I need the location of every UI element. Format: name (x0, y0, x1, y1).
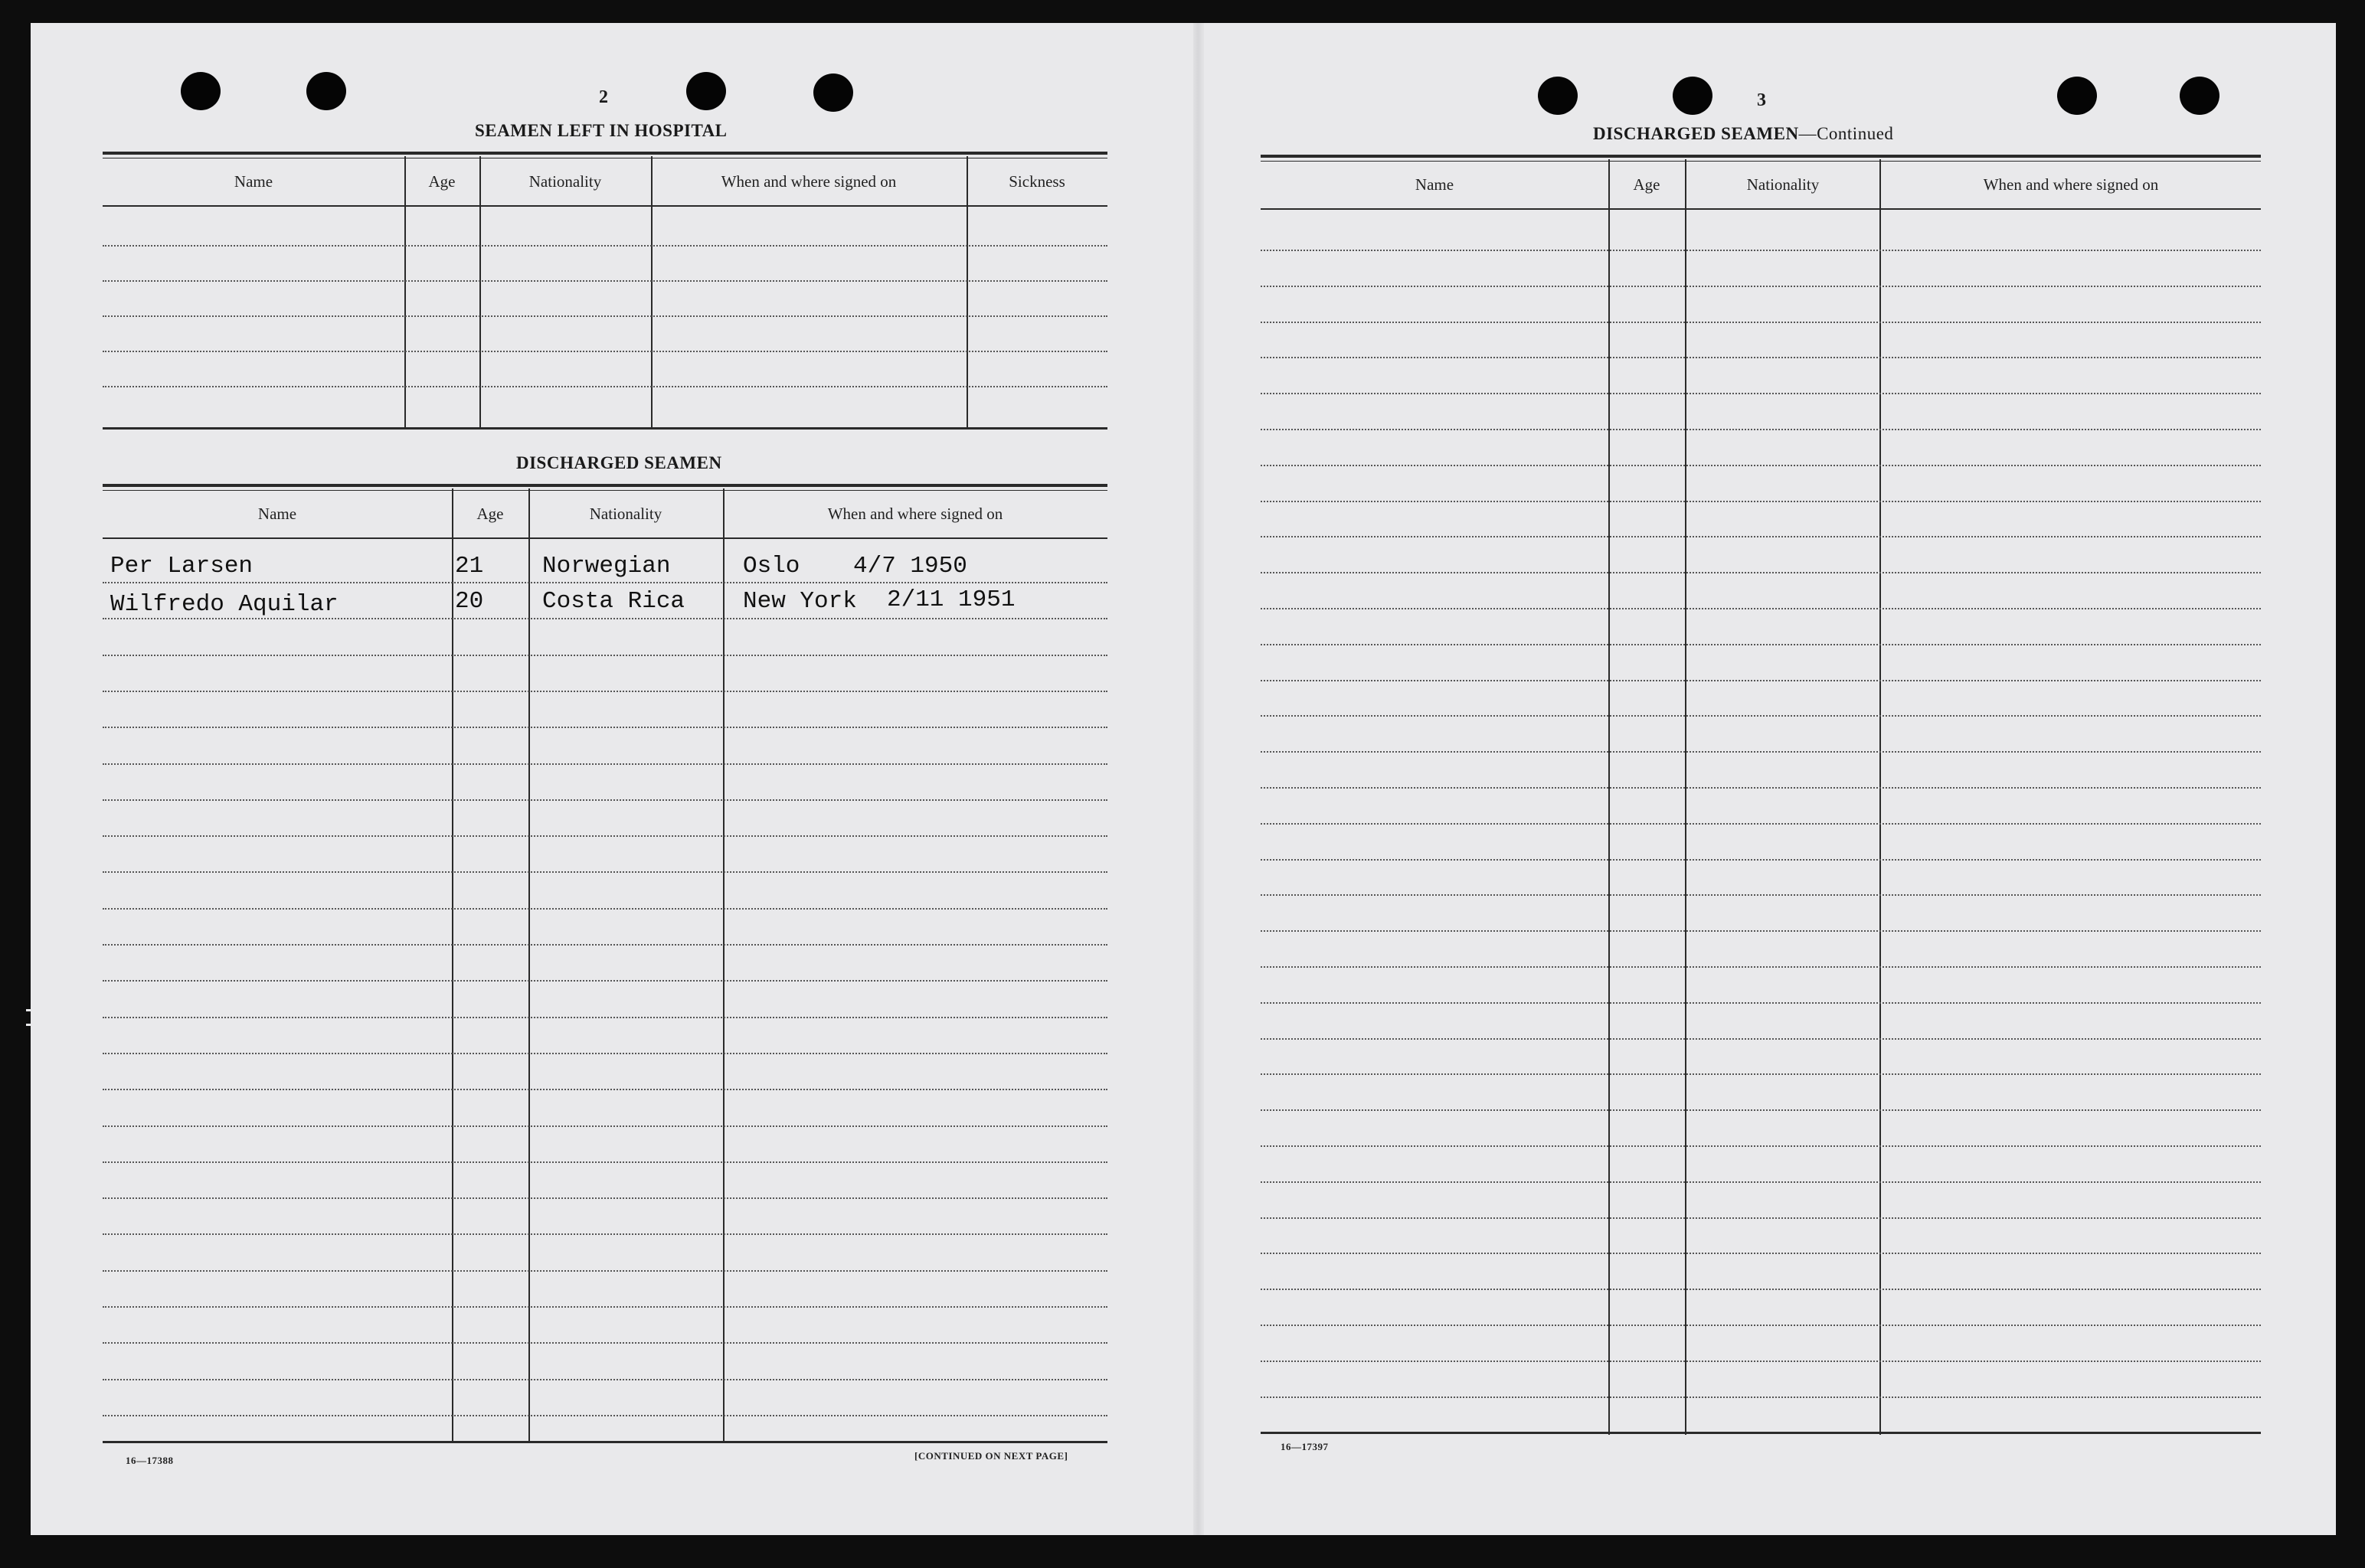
ruled-line (1261, 286, 2261, 287)
ruled-line (1261, 429, 2261, 430)
ruled-line (103, 908, 1107, 910)
ruled-line (1261, 572, 2261, 573)
continued-col-header: When and where signed on (1983, 175, 2159, 194)
ruled-line (1261, 1073, 2261, 1075)
table-bottom-rule (103, 427, 1107, 430)
ruled-line (103, 1017, 1107, 1018)
table-top-rule (1261, 155, 2261, 158)
page-number: 3 (1757, 90, 1766, 110)
seaman-age: 21 (455, 553, 484, 580)
column-divider (1608, 159, 1610, 1435)
seaman-name: Wilfredo Aquilar (110, 591, 339, 618)
punch-hole (813, 74, 853, 112)
punch-hole (2180, 77, 2219, 115)
ruled-line (1261, 644, 2261, 645)
continued-note: [CONTINUED ON NEXT PAGE] (914, 1450, 1068, 1462)
ruled-line (1261, 250, 2261, 251)
ruled-line (103, 1342, 1107, 1344)
signed-on-place: New York (743, 588, 857, 615)
ruled-line (1261, 1145, 2261, 1147)
ruled-line (103, 835, 1107, 837)
ruled-line (103, 280, 1107, 282)
seaman-name: Per Larsen (110, 553, 254, 580)
hospital-col-header: Nationality (528, 172, 602, 191)
ruled-line (1261, 1325, 2261, 1326)
ruled-line (103, 315, 1107, 317)
column-divider (1879, 159, 1881, 1435)
table-top-rule (103, 152, 1107, 155)
continued-col-header: Age (1633, 175, 1660, 194)
ruled-line (1261, 393, 2261, 394)
punch-hole (1538, 77, 1578, 115)
punch-hole (2057, 77, 2097, 115)
ruled-line (1261, 930, 2261, 932)
seaman-nationality: Norwegian (542, 553, 671, 580)
ruled-line (103, 582, 1107, 583)
table-bottom-rule (1261, 1432, 2261, 1434)
seaman-nationality: Costa Rica (542, 588, 685, 615)
ruled-line (103, 1089, 1107, 1090)
hospital-section-title: SEAMEN LEFT IN HOSPITAL (475, 121, 728, 140)
page-fold (1193, 23, 1204, 1535)
hospital-col-header: Name (234, 172, 273, 191)
ruled-line (1261, 322, 2261, 323)
section-title-suffix: —Continued (1798, 124, 1894, 143)
ruled-line (103, 1270, 1107, 1272)
ruled-line (1261, 1217, 2261, 1219)
punch-hole (686, 72, 726, 110)
ruled-line (1261, 1002, 2261, 1004)
section-title-text: DISCHARGED SEAMEN (1593, 124, 1799, 143)
discharged-continued-table (1261, 155, 2261, 1435)
ruled-line (1261, 894, 2261, 896)
ruled-line (103, 618, 1107, 619)
signed-on-place: Oslo (743, 553, 800, 580)
ruled-line (1261, 823, 2261, 825)
discharged-section-title: DISCHARGED SEAMEN (516, 453, 722, 472)
column-divider (723, 488, 725, 1442)
ruled-line (103, 763, 1107, 765)
ruled-line (1261, 536, 2261, 537)
ruled-line (103, 655, 1107, 656)
column-divider (1685, 159, 1686, 1435)
edge-mark (26, 1009, 37, 1026)
discharged-col-header: Nationality (589, 504, 662, 523)
ruled-line (1261, 501, 2261, 502)
ruled-line (103, 727, 1107, 728)
header-rule (103, 537, 1107, 539)
signed-on-date: 4/7 1950 (853, 553, 967, 580)
ruled-line (103, 1233, 1107, 1235)
ruled-line (103, 944, 1107, 946)
continued-col-header: Nationality (1746, 175, 1820, 194)
table-top-rule (103, 484, 1107, 487)
form-number: 16—17397 (1281, 1441, 1329, 1452)
discharged-continued-title (1593, 124, 1893, 144)
ruled-line (103, 799, 1107, 801)
ruled-line (1261, 680, 2261, 681)
ruled-line (103, 1306, 1107, 1308)
punch-hole (1673, 77, 1712, 115)
ruled-line (1261, 1289, 2261, 1290)
page-number: 2 (599, 87, 608, 107)
seaman-age: 20 (455, 588, 484, 615)
header-rule (1261, 208, 2261, 210)
ruled-line (1261, 1109, 2261, 1111)
ruled-line (103, 1379, 1107, 1380)
column-divider (967, 156, 968, 429)
discharged-col-header: When and where signed on (827, 504, 1003, 523)
ruled-line (103, 1161, 1107, 1163)
ruled-line (103, 245, 1107, 247)
ruled-line (103, 691, 1107, 692)
ruled-line (1261, 1181, 2261, 1183)
ruled-line (103, 1415, 1107, 1416)
column-divider (528, 488, 530, 1442)
discharged-col-header: Name (257, 504, 297, 523)
ruled-line (103, 1053, 1107, 1054)
signed-on-date: 2/11 1951 (887, 586, 1016, 613)
ruled-line (103, 1125, 1107, 1127)
ruled-line (1261, 1396, 2261, 1398)
ruled-line (103, 1197, 1107, 1199)
ruled-line (1261, 357, 2261, 358)
ruled-line (1261, 1253, 2261, 1254)
ruled-line (1261, 715, 2261, 717)
ruled-line (1261, 1038, 2261, 1040)
ruled-line (1261, 1361, 2261, 1362)
discharged-col-header: Age (476, 504, 504, 523)
ruled-line (1261, 465, 2261, 466)
form-number: 16—17388 (126, 1455, 174, 1466)
hospital-col-header: When and where signed on (721, 172, 897, 191)
hospital-col-header: Sickness (1009, 172, 1065, 191)
table-top-rule (103, 490, 1107, 491)
punch-hole (181, 72, 221, 110)
ruled-line (1261, 608, 2261, 609)
ruled-line (1261, 966, 2261, 968)
discharged-table (103, 484, 1107, 1444)
table-top-rule (1261, 161, 2261, 162)
ruled-line (1261, 751, 2261, 753)
column-divider (651, 156, 653, 429)
punch-hole (306, 72, 346, 110)
ruled-line (103, 386, 1107, 387)
ruled-line (103, 871, 1107, 873)
column-divider (404, 156, 406, 429)
hospital-col-header: Age (428, 172, 456, 191)
table-bottom-rule (103, 1441, 1107, 1443)
hospital-table (103, 152, 1107, 429)
ruled-line (103, 351, 1107, 352)
continued-col-header: Name (1415, 175, 1454, 194)
ruled-line (103, 980, 1107, 982)
header-rule (103, 205, 1107, 207)
ruled-line (1261, 859, 2261, 861)
ruled-line (1261, 787, 2261, 789)
column-divider (452, 488, 453, 1442)
column-divider (479, 156, 481, 429)
